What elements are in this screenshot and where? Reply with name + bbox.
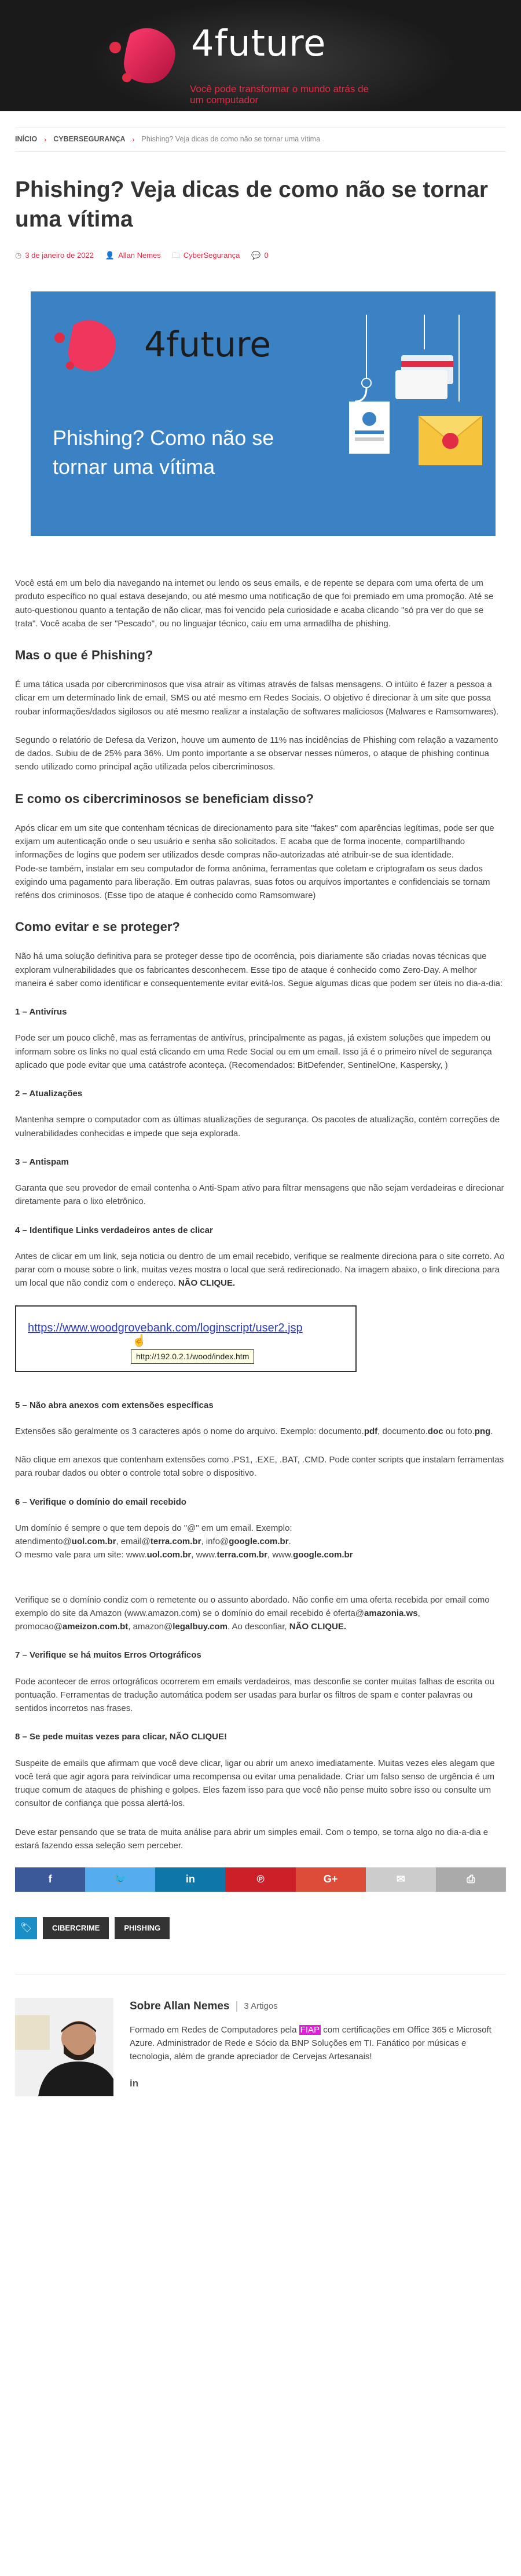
tip-heading: 7 – Verifique se há muitos Erros Ortográficos <box>15 1650 201 1661</box>
twitter-icon: 🐦 <box>113 1873 127 1885</box>
text: , www. <box>267 1550 293 1560</box>
link-hover-example <box>15 1305 357 1372</box>
paragraph: Após clicar em um site que contenham técnicas de direcionamento para site "fakes" com aparências legítimas, pode ser que exijam um autenticação onde o seu usuário e senha são solicitados. E acaba que de forma inocente, compartilhando informações de logins que podem ser utilizados desde compras não-autorizadas até atribuir-se de sua identidade. <box>15 823 494 860</box>
meta-comments-value[interactable]: 0 <box>264 250 269 260</box>
breadcrumb-current: Phishing? Veja dicas de como não se tornar uma vítima <box>141 135 321 144</box>
tag-cibercrime[interactable]: CIBERCRIME <box>43 1917 109 1939</box>
tip-heading: 8 – Se pede muitas vezes para clicar, NÃO CLIQUE! <box>15 1732 227 1742</box>
author-heading <box>130 1998 506 2015</box>
link-tooltip: http://192.0.2.1/wood/index.htm <box>131 1349 254 1364</box>
folder-icon: 🗀 <box>172 250 180 260</box>
breadcrumb-home[interactable]: INÍCIO <box>15 135 38 144</box>
strong-text: pdf <box>364 1426 378 1436</box>
brand-name[interactable]: 4future <box>191 22 326 64</box>
user-icon: 👤 <box>105 250 115 260</box>
author-photo-icon <box>15 1998 113 2096</box>
paragraph: Não há uma solução definitiva para se proteger desse tipo de ocorrência, pois diariamente são criadas novas técnicas que exploram vulnerabilidades que os fabricantes desconhecem. Esse tipo de ataque é conhecido como Zero-Day. A melhor maneira é saber como identificar e consequentemente evitar evitá-los. Segue algumas dicas que podem ser úteis no dia-a-dia: <box>15 951 503 988</box>
paragraph: Pode acontecer de erros ortográficos ocorrerem em emails verdadeiros, mas desconfie se conter muitas falhas de escrita ou pontuação. Ferramentas de tradução automática podem ser usadas para burlar os filtros de spam e conter palavras ou sentidos incorretos nas frases. <box>15 1676 494 1714</box>
tag-phishing[interactable]: PHISHING <box>115 1917 170 1939</box>
text: . <box>490 1426 493 1436</box>
paragraph <box>15 1593 506 1634</box>
breadcrumb <box>15 127 506 152</box>
phishing-illustration-icon <box>332 315 488 517</box>
meta-author <box>105 250 161 261</box>
linkedin-icon[interactable]: in <box>130 2078 139 2089</box>
example-link: https://www.woodgrovebank.com/loginscript/user2.jsp <box>28 1321 303 1334</box>
tip-heading: 5 – Não abra anexos com extensões específicas <box>15 1400 214 1410</box>
site-header <box>0 0 521 111</box>
tag-icon: 🏷 <box>15 1917 37 1939</box>
hero-brand: 4future <box>144 324 271 366</box>
text: atendimento@ <box>15 1537 72 1547</box>
chevron-right-icon: › <box>132 135 135 144</box>
breadcrumb-category[interactable]: CYBERSEGURANÇA <box>53 135 126 144</box>
divider: | <box>235 2000 239 2013</box>
paragraph: É uma tática usada por cibercriminosos que visa atrair as vítimas através de falsas mensagens. O intúito é fazer a pessoa a clicar em um determinado link de email, SMS ou até mesmo em Redes Sociais. O objetivo é direcionar à um site que possa roubar informações/dados sigilosos ou até mesmo realizar a instalação de softwares maliciosos (Malwares e Ramsomwares). <box>15 680 499 717</box>
text: Extensões são geralmente os 3 caracteres após o nome do arquivo. Exemplo: documento. <box>15 1426 364 1436</box>
strong-text: NÃO CLIQUE. <box>289 1622 347 1632</box>
tip-heading: 3 – Antispam <box>15 1156 69 1167</box>
comment-icon: 💬 <box>251 250 261 260</box>
meta-category-value[interactable]: CyberSegurança <box>183 250 240 260</box>
text: , documento. <box>377 1426 428 1436</box>
share-email-button[interactable] <box>366 1867 436 1892</box>
tag-list <box>15 1917 506 1939</box>
brand-logo-icon[interactable] <box>107 22 188 92</box>
paragraph-text: Antes de clicar em um link, seja noticia ou dentro de um email recebido, verifique se realmente direciona para o site correto. Ao parar com o mouse sobre o link, muitas vezes mostra o local que será redirecionado. Na imagem abaixo, o link direciona para um local que não condiz com o endereço. <box>15 1251 505 1289</box>
text: Um domínio é sempre o que tem depois do "@" em um email. Exemplo: <box>15 1523 292 1533</box>
strong-text: ameizon.com.bt <box>62 1622 129 1632</box>
tip-heading: 1 – Antivírus <box>15 1007 67 1017</box>
tip-heading: 6 – Verifique o domínio do email recebido <box>15 1497 186 1507</box>
strong-text: terra.com.br <box>150 1537 201 1547</box>
paragraph: Mantenha sempre o computador com as últimas atualizações de segurança. Os pacotes de atualização, contém correções de vulnerabilidades conhecidas e impede que seja explorada. <box>15 1115 500 1139</box>
meta-date <box>15 250 94 261</box>
email-icon: ✉ <box>396 1873 405 1885</box>
text: com certificações em Office 365 e Microsoft Azure. Administrador de Rede e Sócio da BNP Soluções em TI. Fanático por músicas e tecnologia, além de grande apreciador de Cervejas Artesanais! <box>130 2024 491 2062</box>
pinterest-icon: ℗ <box>256 1873 265 1885</box>
page-title: Phishing? Veja dicas de como não se tornar uma vítima <box>15 177 489 232</box>
clock-icon: ◷ <box>15 250 22 260</box>
highlight-text: FIAP <box>300 2024 320 2035</box>
share-pinterest-button[interactable] <box>225 1867 295 1892</box>
strong-text: google.com.br <box>229 1537 289 1547</box>
heading-what-is-phishing: Mas o que é Phishing? <box>15 648 153 663</box>
intro-paragraph: Você está em um belo dia navegando na internet ou lendo os seus emails, e de repente se depara com uma oferta de um produto específico no qual estava desejando, ou até mesmo uma notificação de que foi premiado em uma promoção. Até se auto-questionou quanto a tentação de não clicar, mas foi vencido pela curiosidade e acaba clicando "só pra ver do que se trata". Você acaba de ser "Pescado", ou no linguajar técnico, caiu em uma armadilha de phishing. <box>15 578 494 629</box>
linkedin-icon: in <box>185 1873 195 1885</box>
share-google-plus-button[interactable] <box>296 1867 366 1892</box>
avatar <box>15 1998 113 2096</box>
author-name[interactable]: Sobre Allan Nemes <box>130 2000 230 2013</box>
paragraph <box>15 1250 506 1290</box>
author-info <box>130 1998 506 2096</box>
closing-paragraph: Deve estar pensando que se trata de muita análise para abrir um simples email. Com o tempo, se torna algo no dia-a-dia e estará fazendo essa seleção sem perceber. <box>15 1827 489 1851</box>
strong-text: google.com.br <box>293 1550 353 1560</box>
text: Verifique se o domínio condiz com o remetente ou o assunto abordado. Não confie em uma oferta recebida por email como exemplo do site da Amazon (www.amazon.com) se o domínio do email recebido é oferta@ <box>15 1595 490 1618</box>
tip-heading: 4 – Identifique Links verdadeiros antes de clicar <box>15 1225 213 1235</box>
text: , www. <box>191 1550 217 1560</box>
author-box <box>15 1974 506 2119</box>
text: , promocao@ <box>15 1608 420 1632</box>
share-print-button[interactable] <box>436 1867 506 1892</box>
strong-text: terra.com.br <box>217 1550 267 1560</box>
text: ou foto. <box>443 1426 475 1436</box>
share-bar <box>15 1867 506 1892</box>
meta-category <box>173 250 240 261</box>
author-bio <box>130 2023 506 2064</box>
hero-caption: Phishing? Como não se tornar uma vítima <box>53 426 274 479</box>
google-plus-icon: G+ <box>323 1873 338 1885</box>
meta-author-value[interactable]: Allan Nemes <box>118 250 161 260</box>
text: . <box>288 1537 291 1547</box>
paragraph: Garanta que seu provedor de email contenha o Anti-Spam ativo para filtrar mensagens que não sejam verdadeiras e direcionar diretamente para o lixo eletrônico. <box>15 1183 504 1207</box>
share-linkedin-button[interactable] <box>155 1867 225 1892</box>
text: . Ao desconfiar, <box>227 1622 287 1632</box>
paragraph: Pode ser um pouco clichê, mas as ferramentas de antivírus, principalmente as pagas, já existem soluções que impedem ou informam sobre os links no qual está clicando em uma Rede Social ou em um email. Isso já é o primeiro nível de segurança aplicado que pode evitar que uma catástrofe aconteça. (Recomendados: BitDefender, SentinelOne, Kaspersky, ) <box>15 1033 492 1070</box>
paragraph: Suspeite de emails que afirmam que você deve clicar, ligar ou abrir um anexo imediatamente. Muitas vezes eles alegam que você terá que agir agora para reivindicar uma recompensa ou evitar uma penalidade. Criar um falso senso de urgência é um truque comum de ataques de phishing e golpes. Eles fazem isso para que você não pense muito sobre isso ou consulte um consultor de confiança que possa alertá-los. <box>15 1758 495 1809</box>
article-content <box>15 577 506 1852</box>
chevron-right-icon: › <box>44 135 47 144</box>
author-article-count[interactable]: 3 Artigos <box>244 2001 278 2012</box>
strong-text: amazonia.ws <box>364 1608 418 1618</box>
paragraph: Não clique em anexos que contenham extensões como .PS1, .EXE, .BAT, .CMD. Pode conter scripts que instalam ferramentas para roubar dados ou obter o controle total sobre o dispositivo. <box>15 1455 504 1479</box>
tip-heading: 2 – Atualizações <box>15 1089 83 1099</box>
text: Formado em Redes de Computadores pela <box>130 2024 297 2035</box>
heading-benefit: E como os cibercriminosos se beneficiam disso? <box>15 791 314 806</box>
paragraph: Segundo o relatório de Defesa da Verizon, houve um aumento de 11% nas incidências de Phishing com relação a vazamento de dados. Subiu de de 25% para 36%. Um ponto importante a se observar nesses números, o ataque de phishing continua sendo utilizado como principal ação utilizada pelos cibercriminosos. <box>15 735 498 772</box>
strong-text: doc <box>427 1426 443 1436</box>
text: , info@ <box>201 1537 229 1547</box>
article <box>0 175 521 2119</box>
strong-text: legalbuy.com <box>173 1622 228 1632</box>
facebook-icon: f <box>48 1873 52 1885</box>
paragraph <box>15 1521 506 1562</box>
meta-comments <box>251 250 268 261</box>
print-icon: ⎙ <box>467 1873 475 1885</box>
brand-tagline: Você pode transformar o mundo atrás de um computador <box>190 83 369 105</box>
meta-date-value[interactable]: 3 de janeiro de 2022 <box>25 250 94 260</box>
strong-text: uol.com.br <box>71 1537 116 1547</box>
paragraph: Pode-se também, instalar em seu computador de forma anônima, ferramentas que coletam e criptografam os seus dados exigindo uma pagamento para liberação. Em outras palavras, suas fotos ou arquivos importantes e confidenciais se tornam reféns dos criminosos. (Esse tipo de ataque é conhecido como Ramsomware) <box>15 863 490 901</box>
strong-text: uol.com.br <box>146 1550 192 1560</box>
strong-text: png <box>474 1426 491 1436</box>
post-meta <box>15 250 506 261</box>
hero-image <box>31 291 496 536</box>
hand-cursor-icon: ☝ <box>132 1334 146 1347</box>
strong-text: NÃO CLIQUE. <box>178 1278 236 1289</box>
heading-how-to-avoid: Como evitar e se proteger? <box>15 920 180 935</box>
text: O mesmo vale para um site: www. <box>15 1550 147 1560</box>
share-facebook-button[interactable] <box>15 1867 85 1892</box>
text: , amazon@ <box>128 1622 173 1632</box>
text: , email@ <box>116 1537 151 1547</box>
share-twitter-button[interactable] <box>85 1867 155 1892</box>
paragraph <box>15 1425 506 1438</box>
hero-logo-icon <box>53 315 134 378</box>
